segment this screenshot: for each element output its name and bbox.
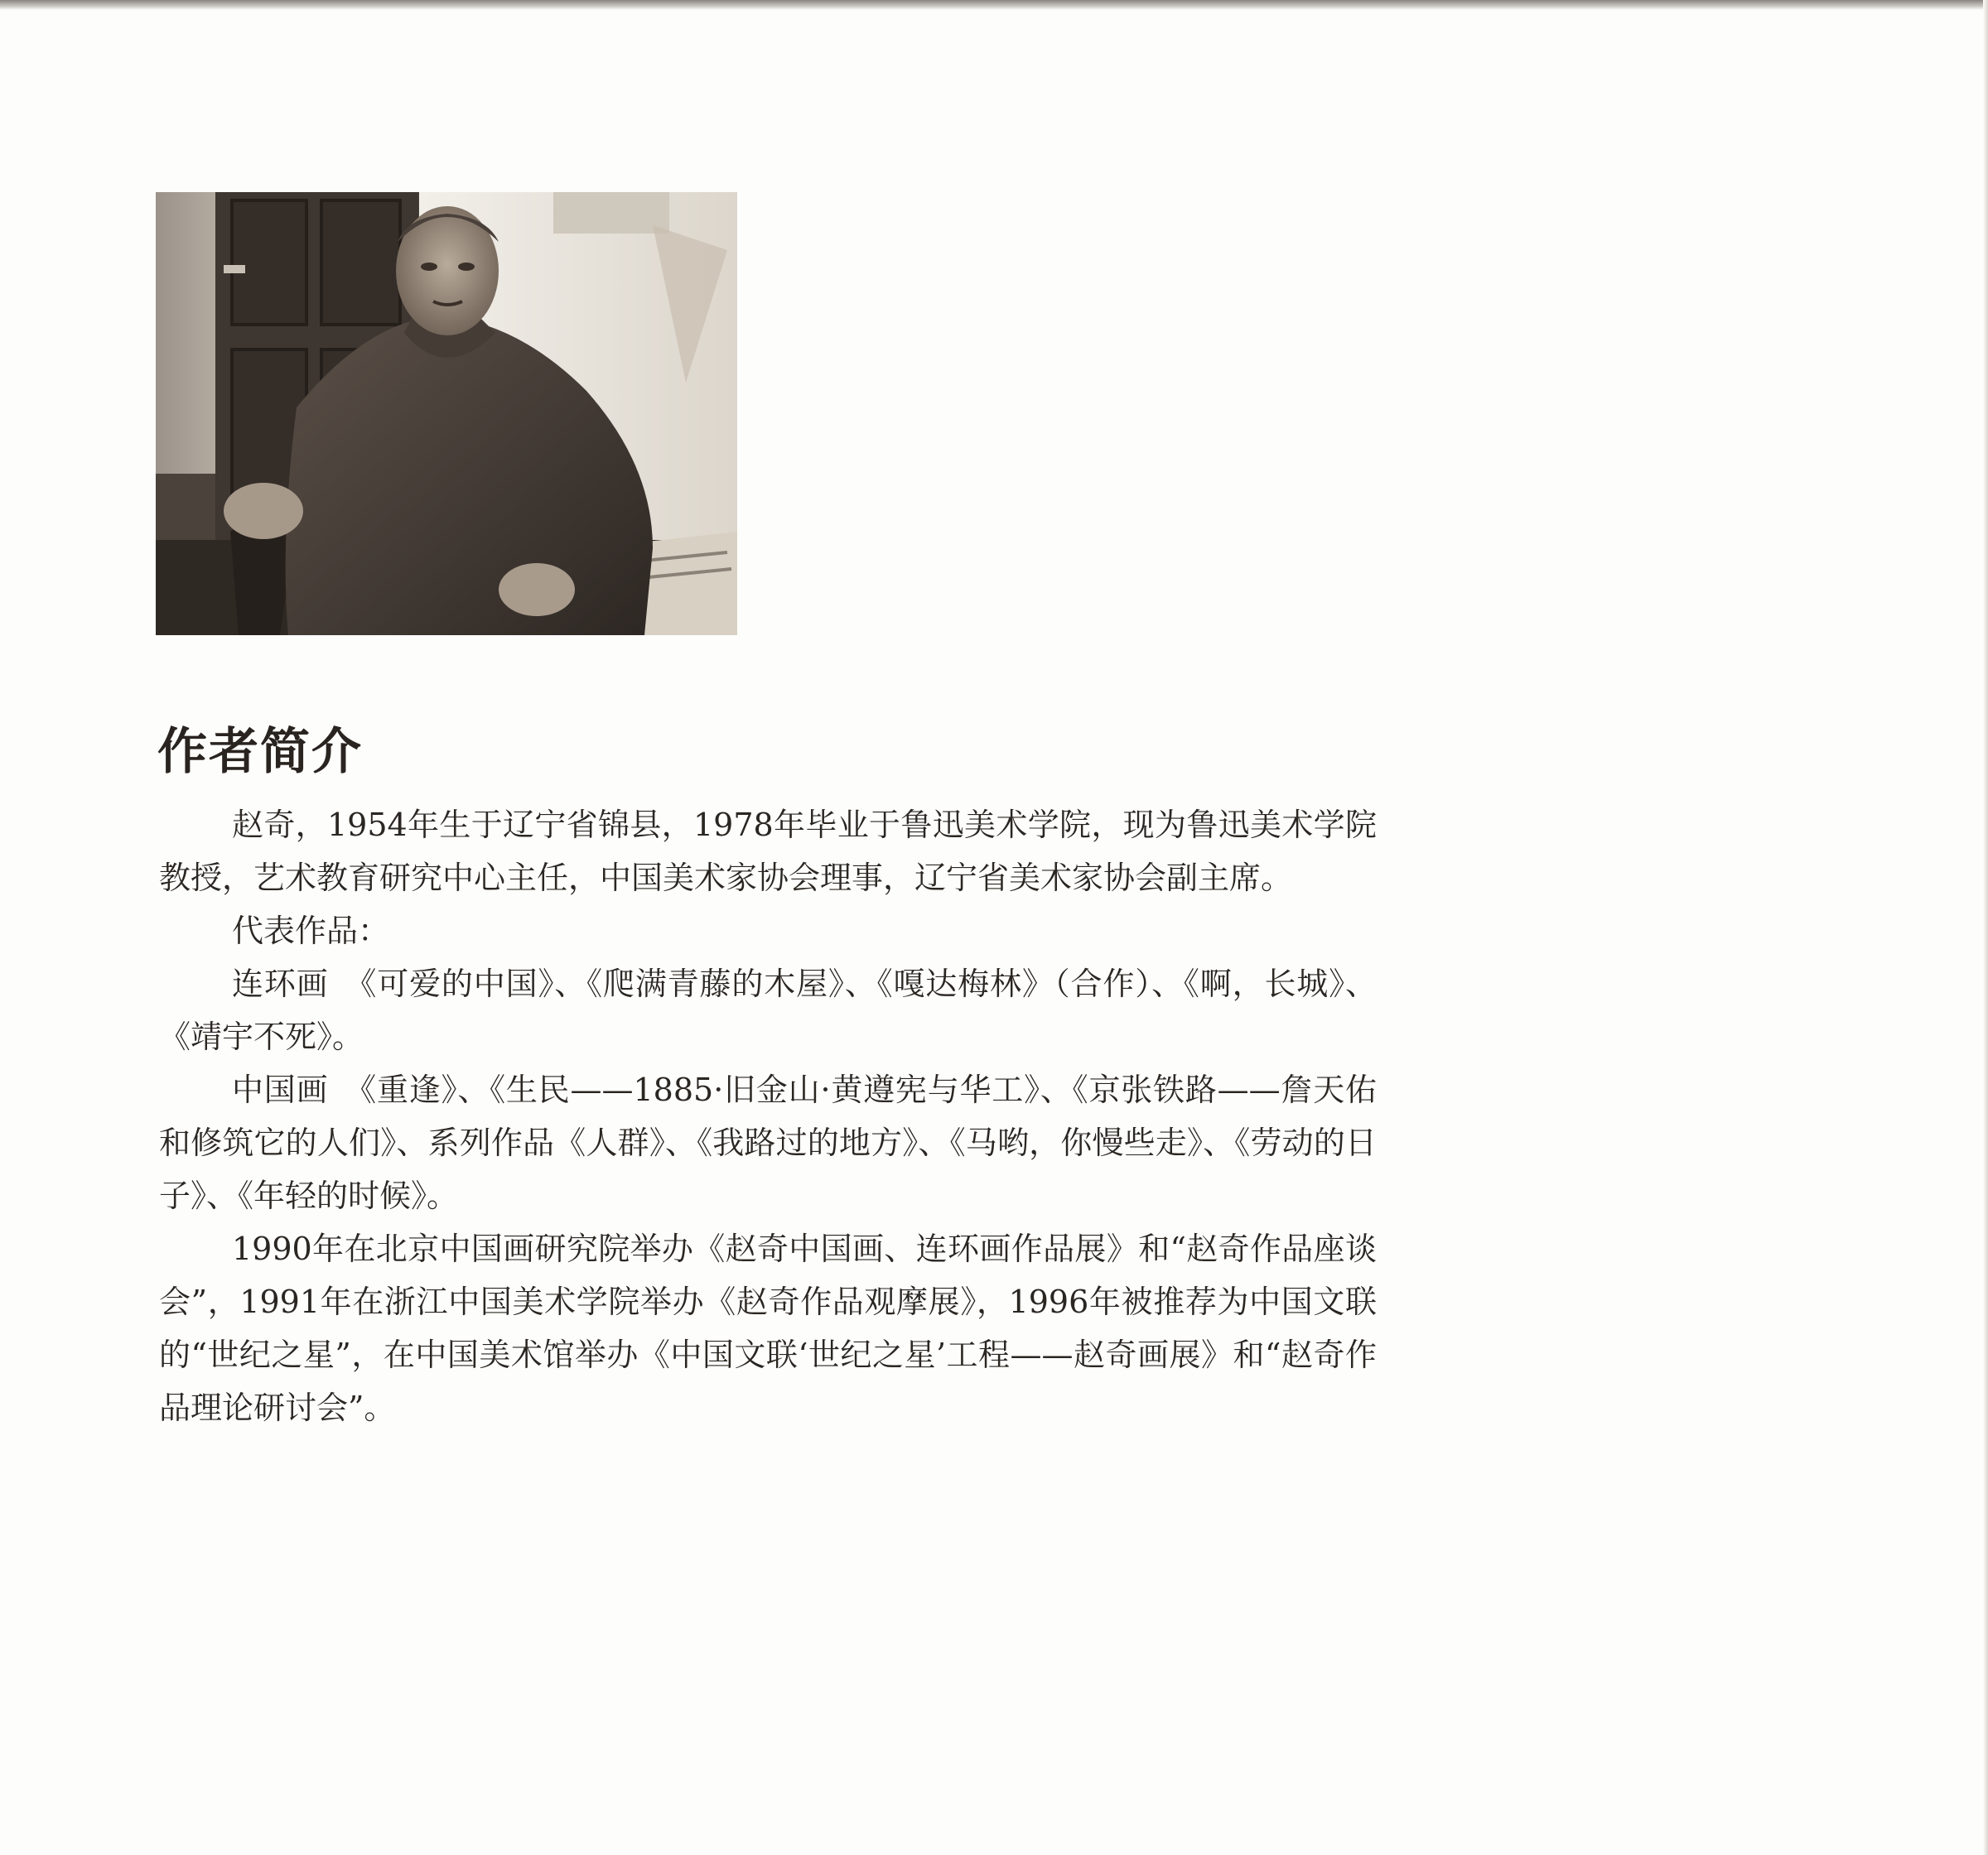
chinese-painting-works-paragraph: 中国画 《重逢》、《生民——1885·旧金山·黄遵宪与华工》、《京张铁路——詹天佑和修筑它的人们》、系列作品《人群》、《我路过的地方》、《马哟，你慢些走》、《劳动的日子》、《年轻的时候》。 — [159, 1072, 1377, 1214]
author-portrait-photo — [156, 192, 737, 635]
author-portrait-icon — [156, 192, 737, 635]
bio-paragraph: 赵奇，1954年生于辽宁省锦县，1978年毕业于鲁迅美术学院，现为鲁迅美术学院教授，艺术教育研究中心主任，中国美术家协会理事，辽宁省美术家协会副主席。 — [159, 807, 1377, 896]
representative-works-label: 代表作品： — [232, 913, 390, 949]
comics-works-paragraph: 连环画 《可爱的中国》、《爬满青藤的木屋》、《嘎达梅林》（合作）、《啊，长城》、《靖宇不死》。 — [159, 966, 1377, 1055]
exhibitions-paragraph: 1990年在北京中国画研究院举办《赵奇中国画、连环画作品展》和“赵奇作品座谈会”，1991年在浙江中国美术学院举办《赵奇作品观摩展》，1996年被推荐为中国文联的“世纪之星”，在中国美术馆举办《中国文联‘世纪之星’工程——赵奇画展》和“赵奇作品理论研讨会”。 — [159, 1231, 1377, 1426]
section-heading: 作者简介 — [157, 723, 363, 781]
page-top-edge — [0, 0, 1988, 10]
page-right-edge — [1983, 0, 1988, 1855]
biography-text — [159, 798, 1377, 1434]
